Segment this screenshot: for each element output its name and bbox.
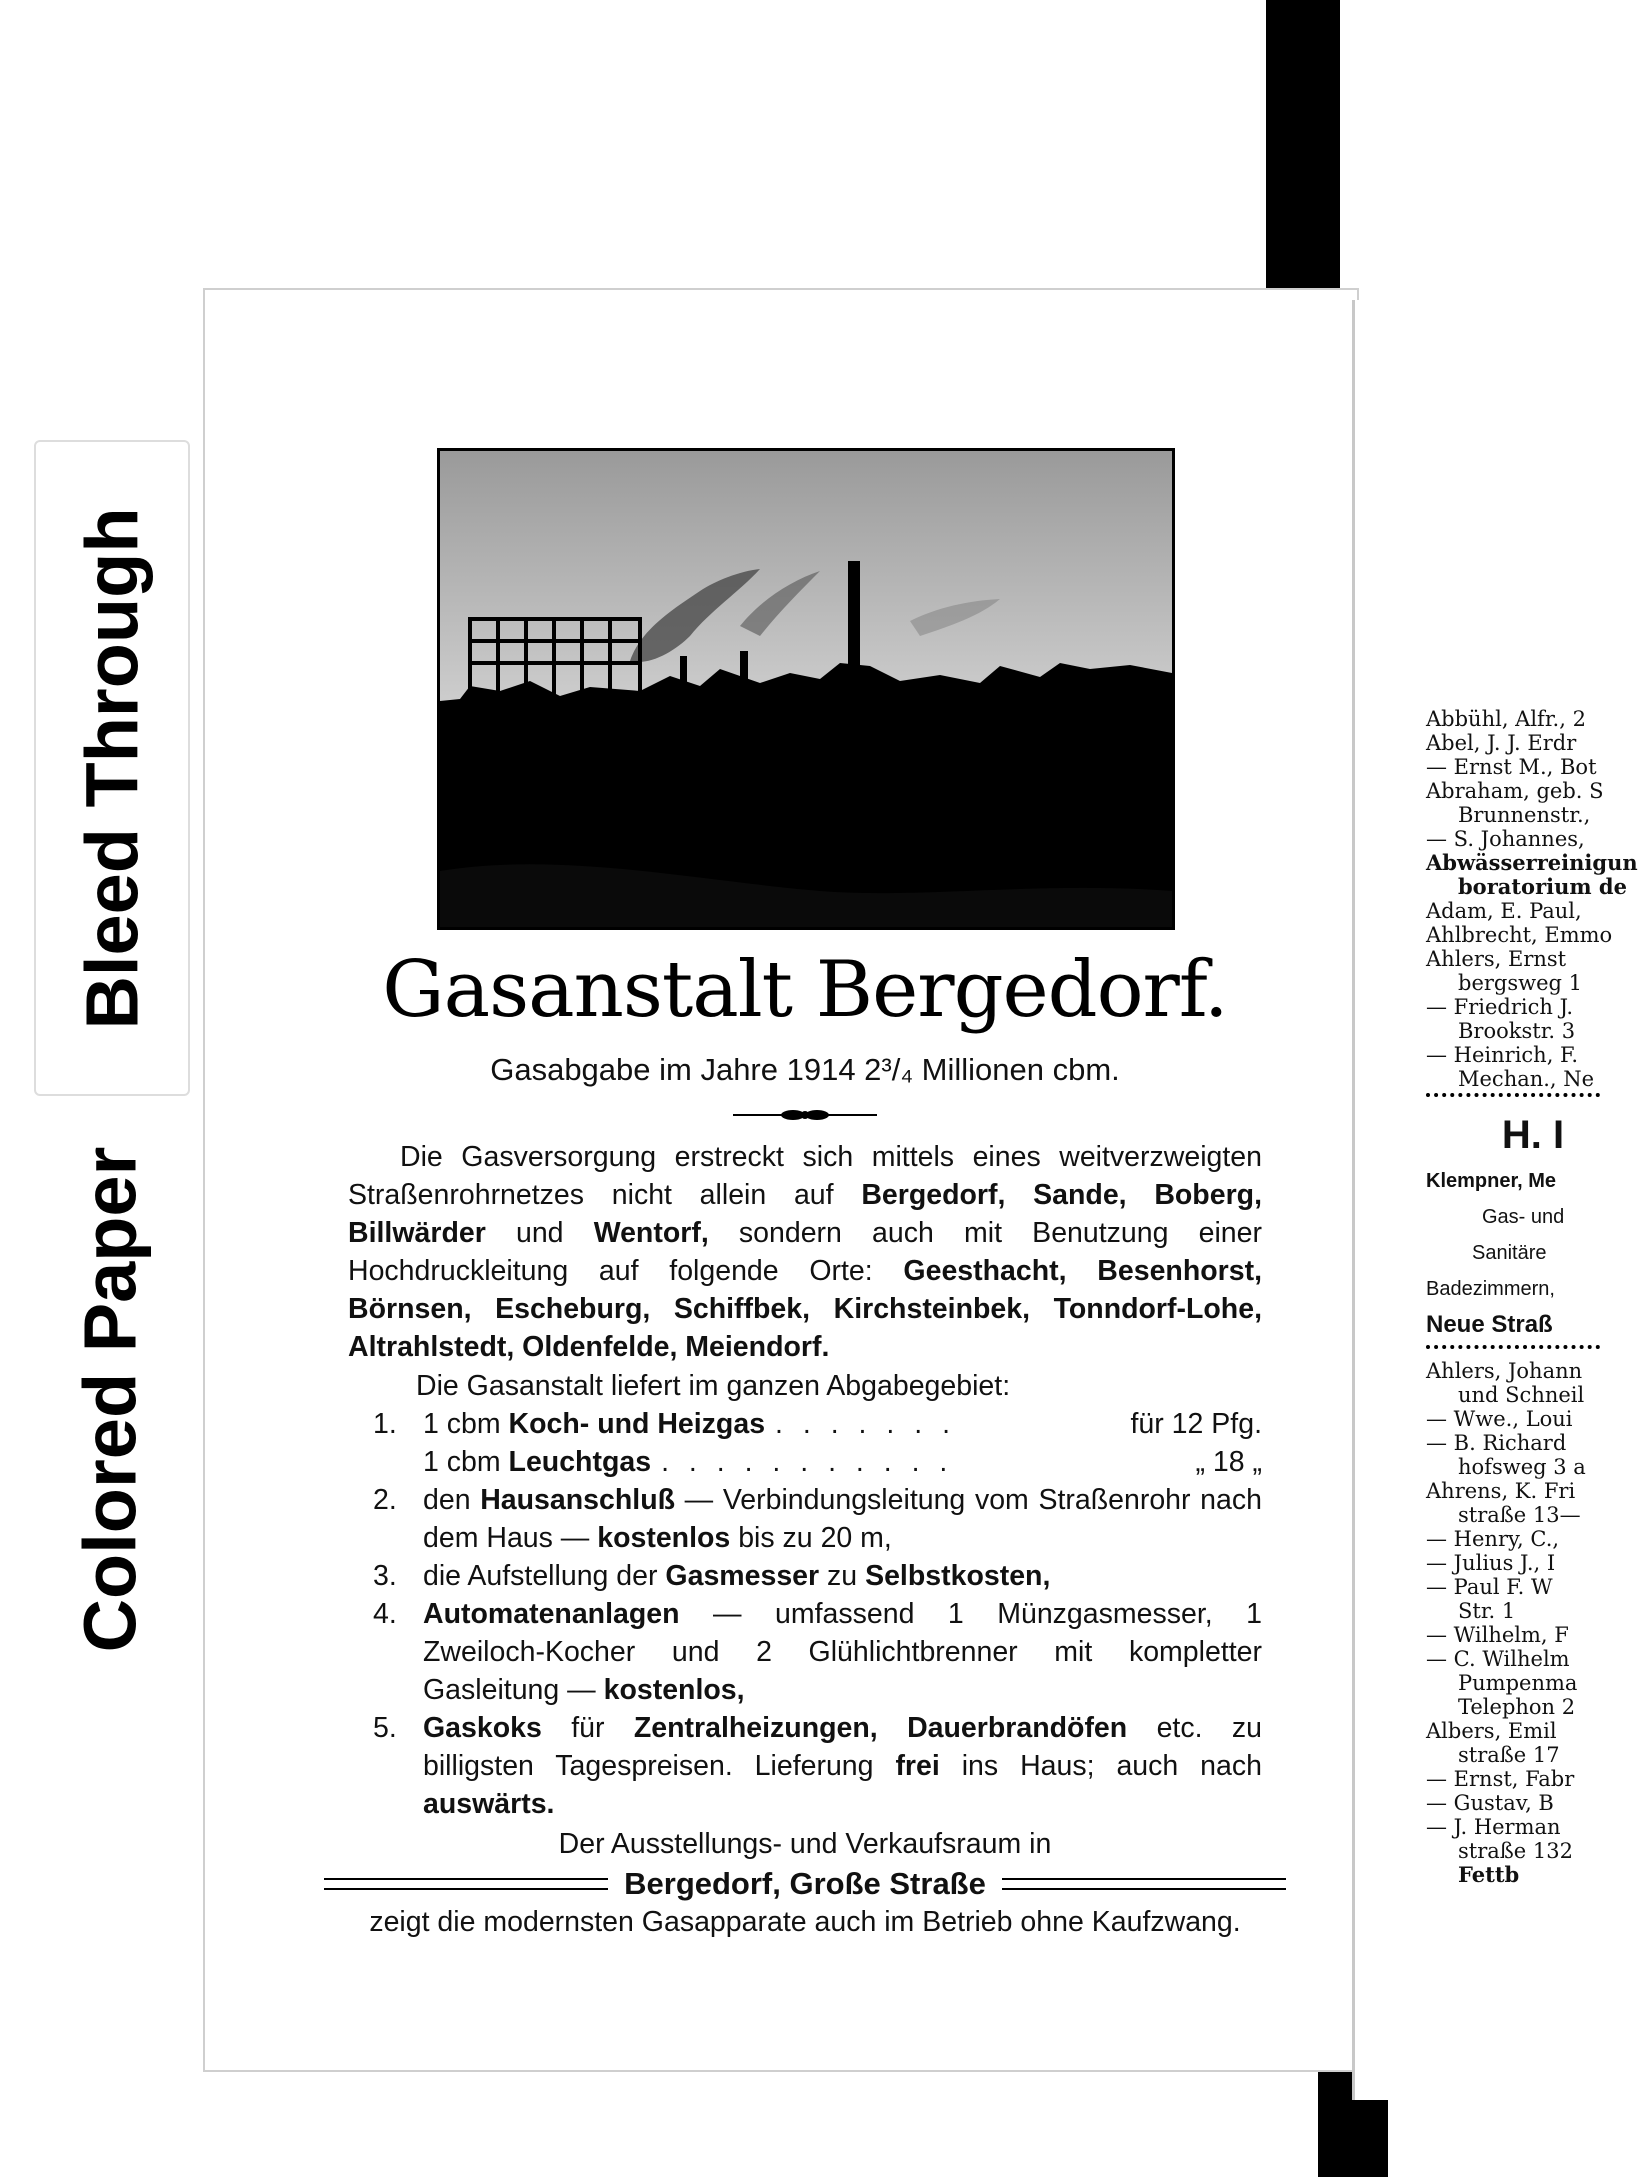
spine-strip-top — [1266, 0, 1340, 300]
showroom-location — [324, 1865, 1286, 1903]
ad-line: Klempner, Me — [1426, 1170, 1557, 1192]
directory-entry: — Paul F. W — [1426, 1575, 1553, 1599]
directory-entry: Brunnenstr., — [1458, 803, 1591, 827]
directory-entry: — Heinrich, F. — [1426, 1043, 1579, 1067]
list-bold: frei — [895, 1750, 940, 1782]
list-bold: Gaskoks — [423, 1712, 542, 1744]
list-text — [423, 1709, 1262, 1823]
para-bold: Wentorf, — [593, 1217, 709, 1249]
list-text — [423, 1595, 1262, 1709]
colored-paper-label: Colored Paper — [68, 1146, 152, 1652]
page-title: Gasanstalt Bergedorf. — [382, 945, 1228, 1035]
showroom-text: Der Ausstellungs- und Verkaufsraum in — [558, 1828, 1052, 1860]
directory-entry: — Gustav, B — [1426, 1791, 1554, 1815]
service-list — [348, 1405, 1262, 1823]
directory-entry: — B. Richard — [1426, 1431, 1567, 1455]
closing-text: zeigt die modernsten Gasapparate auch im Betrieb ohne Kaufzwang. — [369, 1906, 1241, 1938]
list-item — [348, 1405, 1262, 1481]
directory-entry: Ahlers, Johann — [1426, 1359, 1583, 1383]
list-item — [348, 1557, 1262, 1595]
dotted-divider — [1426, 1345, 1600, 1357]
supply-paragraph — [348, 1138, 1262, 1366]
list-span: — Verbindungsleitung vom Straßenrohr nach dem Haus — — [423, 1484, 1262, 1554]
price-row-koch — [423, 1405, 1262, 1443]
list-intro: Die Gasanstalt liefert im ganzen Abgabegebiet: — [416, 1370, 1011, 1402]
list-span: für — [541, 1712, 634, 1744]
price-dots: . . . . . . . . . . . — [661, 1446, 954, 1478]
directory-entry: Albers, Emil — [1426, 1719, 1557, 1743]
list-item — [348, 1595, 1262, 1709]
ad-line: Badezimmern, — [1426, 1278, 1555, 1300]
directory-entry: — Ernst M., Bot — [1426, 755, 1597, 779]
list-bold: Automatenanlagen — [423, 1598, 680, 1630]
price-unit: 1 cbm — [423, 1446, 509, 1478]
list-text — [423, 1557, 1262, 1595]
directory-entry: — Wwe., Loui — [1426, 1407, 1573, 1431]
location-label: Bergedorf, Große Straße — [624, 1866, 986, 1901]
directory-entry: Fettb — [1458, 1862, 1520, 1887]
directory-entry: — J. Herman — [1426, 1815, 1561, 1839]
ad-name: H. I — [1501, 1113, 1565, 1157]
list-number: 4. — [373, 1598, 397, 1630]
ad-line: Sanitäre — [1472, 1242, 1547, 1264]
list-span: etc. zu billigsten Tagespreisen. Lieferung — [423, 1712, 1262, 1782]
list-span: die Aufstellung der — [423, 1560, 666, 1592]
para-bold: Bergedorf, Sande, Boberg, Billwärder — [348, 1179, 1262, 1249]
directory-entry: hofsweg 3 a — [1458, 1455, 1586, 1479]
bleed-through-tab — [34, 440, 190, 1096]
list-bold: auswärts. — [423, 1788, 555, 1820]
directory-entry: Adam, E. Paul, — [1426, 899, 1582, 923]
factory-photograph — [437, 448, 1175, 930]
directory-entry: Abel, J. J. Erdr — [1426, 731, 1577, 755]
side-label — [34, 440, 186, 1700]
directory-entry: straße 13— — [1458, 1503, 1581, 1527]
ornament-divider — [733, 1105, 877, 1125]
directory-entry: — Ernst, Fabr — [1426, 1767, 1575, 1791]
directory-entry: Mechan., Ne — [1458, 1067, 1595, 1091]
price-row-leucht — [423, 1443, 1262, 1481]
price-unit: 1 cbm — [423, 1408, 509, 1440]
list-number: 5. — [373, 1712, 397, 1744]
double-rule-left — [324, 1878, 608, 1890]
bleed-through-label: Bleed Through — [70, 506, 154, 1030]
price-dots: . . . . . . . — [775, 1408, 956, 1440]
list-text — [423, 1405, 1262, 1481]
ad-line: Neue Straß — [1426, 1311, 1553, 1338]
list-bold: kostenlos, — [603, 1674, 745, 1706]
list-text — [423, 1481, 1262, 1557]
directory-entry: Pumpenma — [1458, 1671, 1578, 1695]
directory-entry: — Julius J., I — [1426, 1551, 1556, 1575]
double-rule-right — [1002, 1878, 1286, 1890]
price-item: Leuchtgas — [508, 1446, 652, 1478]
directory-entry: — Friedrich J. — [1426, 995, 1574, 1019]
directory-entry: Brookstr. 3 — [1458, 1019, 1576, 1043]
dotted-divider — [1426, 1093, 1600, 1105]
facing-page-text — [1426, 707, 1638, 1887]
list-span: ins Haus; auch nach — [939, 1750, 1262, 1782]
price-item: Koch- und Heizgas — [508, 1408, 766, 1440]
directory-entry: Ahlbrecht, Emmo — [1426, 923, 1613, 947]
list-item — [348, 1709, 1262, 1823]
list-number: 3. — [373, 1560, 397, 1592]
colored-paper-tab — [34, 1098, 186, 1700]
factory-silhouette-image — [440, 451, 1172, 927]
directory-entry: boratorium de — [1458, 874, 1627, 899]
list-bold: Hausanschluß — [480, 1484, 676, 1516]
directory-entry: bergsweg 1 — [1458, 971, 1583, 995]
advert-body — [348, 1138, 1262, 1941]
list-span: — umfassend 1 Münzgasmesser, 1 Zweiloch-Kocher und 2 Glühlichtbrenner mit kompletter Gasleitung — — [423, 1598, 1262, 1706]
directory-entry: — C. Wilhelm — [1426, 1647, 1570, 1671]
list-number: 2. — [373, 1484, 397, 1516]
price-label — [423, 1405, 765, 1443]
para-text: sondern auch mit Benutzung einer Hochdruckleitung auf folgende Orte: — [348, 1217, 1263, 1287]
directory-entry: straße 132 — [1458, 1839, 1573, 1863]
para-bold: Geesthacht, Besenhorst, Börnsen, Escheburg, Schiffbek, Kirchsteinbek, Tonndorf-Lohe, Altrahlstedt, Oldenfelde, Meiendorf. — [348, 1255, 1262, 1363]
directory-entry: Abwässerreinigun — [1426, 850, 1638, 875]
list-bold: Selbstkosten, — [865, 1560, 1051, 1592]
price-value: für 12 Pfg. — [1130, 1408, 1262, 1440]
list-number: 1. — [373, 1408, 397, 1440]
list-bold: kostenlos — [597, 1522, 731, 1554]
price-value: „ 18 „ — [1195, 1446, 1262, 1478]
directory-entry: Telephon 2 — [1458, 1695, 1576, 1719]
price-label — [423, 1443, 651, 1481]
page-subtitle: Gasabgabe im Jahre 1914 2³/₄ Millionen cbm. — [490, 1052, 1120, 1087]
list-span: zu — [819, 1560, 866, 1592]
list-item — [348, 1481, 1262, 1557]
directory-entry: Str. 1 — [1458, 1599, 1516, 1623]
directory-entry: Abraham, geb. S — [1426, 779, 1604, 803]
list-span: bis zu 20 m, — [730, 1522, 892, 1554]
directory-entry: straße 17 — [1458, 1743, 1560, 1767]
directory-entry: — Henry, C., — [1426, 1527, 1560, 1551]
directory-entry: — S. Johannes, — [1426, 827, 1585, 851]
directory-entry: Ahlers, Ernst — [1426, 947, 1567, 971]
directory-entry: — Wilhelm, F — [1426, 1623, 1569, 1647]
para-text: Die Gasversorgung erstreckt sich mittels eines weitverzweigten Straßenrohrnetzes nicht allein auf — [348, 1141, 1262, 1211]
directory-entry: und Schneil — [1458, 1383, 1585, 1407]
directory-entry: Ahrens, K. Fri — [1426, 1479, 1576, 1503]
para-text: und — [485, 1217, 594, 1249]
list-span: den — [423, 1484, 481, 1516]
list-bold: Zentralheizungen, Dauerbrandöfen — [633, 1712, 1128, 1744]
ad-line: Gas- und — [1482, 1206, 1565, 1228]
list-bold: Gasmesser — [665, 1560, 820, 1592]
directory-entry: Abbühl, Alfr., 2 — [1426, 707, 1586, 731]
